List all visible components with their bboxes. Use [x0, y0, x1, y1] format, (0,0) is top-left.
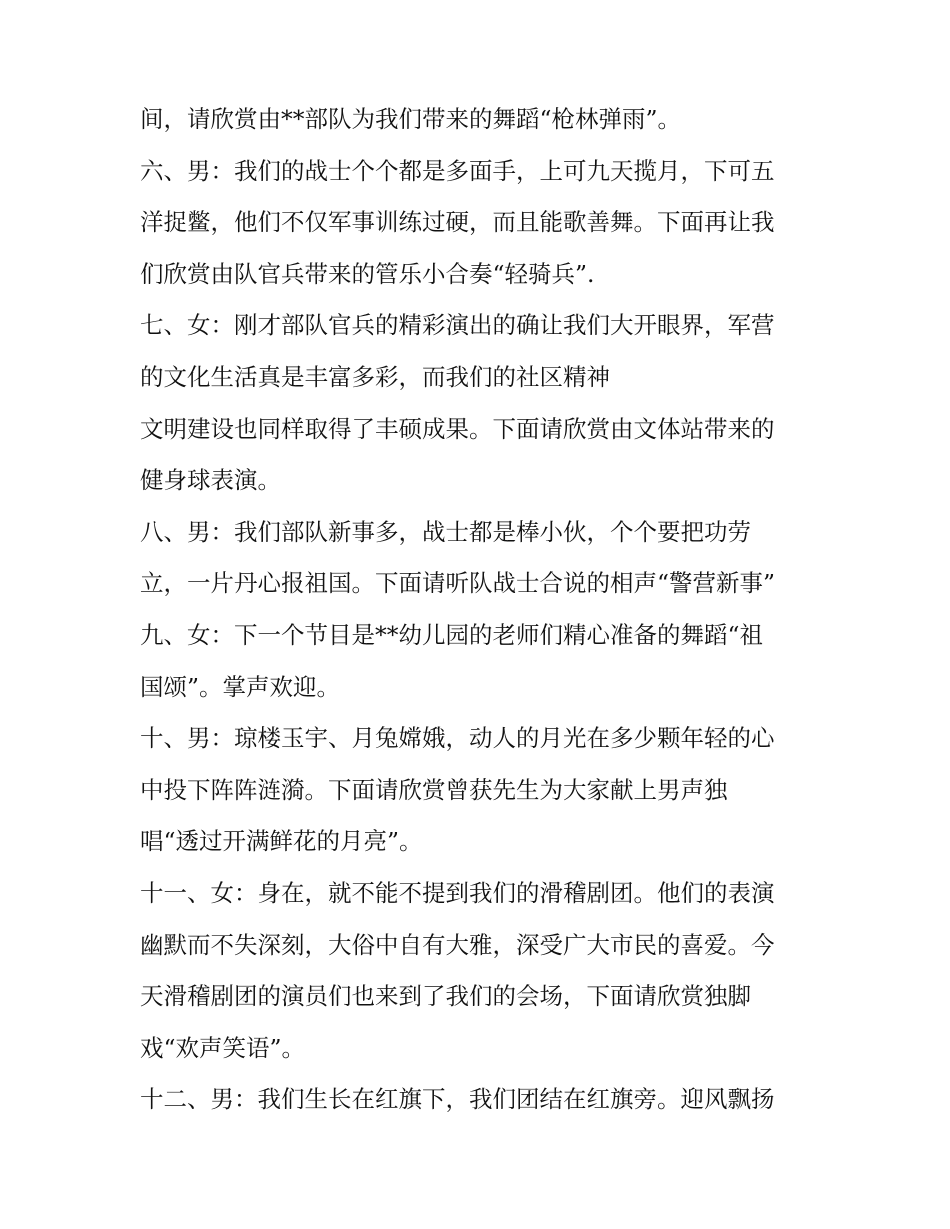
text-line: 七、女：刚才部队官兵的精彩演出的确让我们大开眼界，军营 — [140, 311, 775, 340]
text-line: 文明建设也同样取得了丰硕成果。下面请欣赏由文体站带来的 — [140, 414, 775, 443]
text-line: 戏“欢声笑语”。 — [140, 1033, 306, 1062]
text-line: 幽默而不失深刻，大俗中自有大雅，深受广大市民的喜爱。今 — [140, 930, 775, 959]
text-line: 健身球表演。 — [140, 466, 281, 495]
text-line: 中投下阵阵涟漪。下面请欣赏曾获先生为大家献上男声独 — [140, 775, 728, 804]
text-line: 八、男：我们部队新事多，战士都是棒小伙，个个要把功劳 — [140, 517, 751, 546]
text-line: 们欣赏由队官兵带来的管乐小合奏“轻骑兵”. — [140, 259, 595, 288]
text-line: 国颂”。掌声欢迎。 — [140, 672, 341, 701]
text-line: 间，请欣赏由**部队为我们带来的舞蹈“枪林弹雨”。 — [140, 105, 682, 133]
text-line: 十、男：琼楼玉宇、月兔嫦娥，动人的月光在多少颗年轻的心 — [140, 724, 775, 753]
document-body — [140, 105, 830, 1140]
text-line: 唱“透过开满鲜花的月亮”。 — [140, 827, 423, 856]
text-line: 十一、女：身在，就不能不提到我们的滑稽剧团。他们的表演 — [140, 878, 775, 907]
text-line: 立，一片丹心报祖国。下面请听队战士合说的相声“警营新事” — [140, 569, 776, 598]
text-line: 六、男：我们的战士个个都是多面手，上可九天揽月，下可五 — [140, 156, 775, 185]
text-line: 九、女：下一个节目是**幼儿园的老师们精心准备的舞蹈“祖 — [140, 620, 764, 649]
text-line: 的文化生活真是丰富多彩，而我们的社区精神 — [140, 362, 610, 391]
text-line: 天滑稽剧团的演员们也来到了我们的会场，下面请欣赏独脚 — [140, 982, 751, 1011]
text-line: 洋捉鳖，他们不仅军事训练过硬，而且能歌善舞。下面再让我 — [140, 208, 775, 237]
text-line: 十二、男：我们生长在红旗下，我们团结在红旗旁。迎风飘扬 — [140, 1085, 775, 1114]
